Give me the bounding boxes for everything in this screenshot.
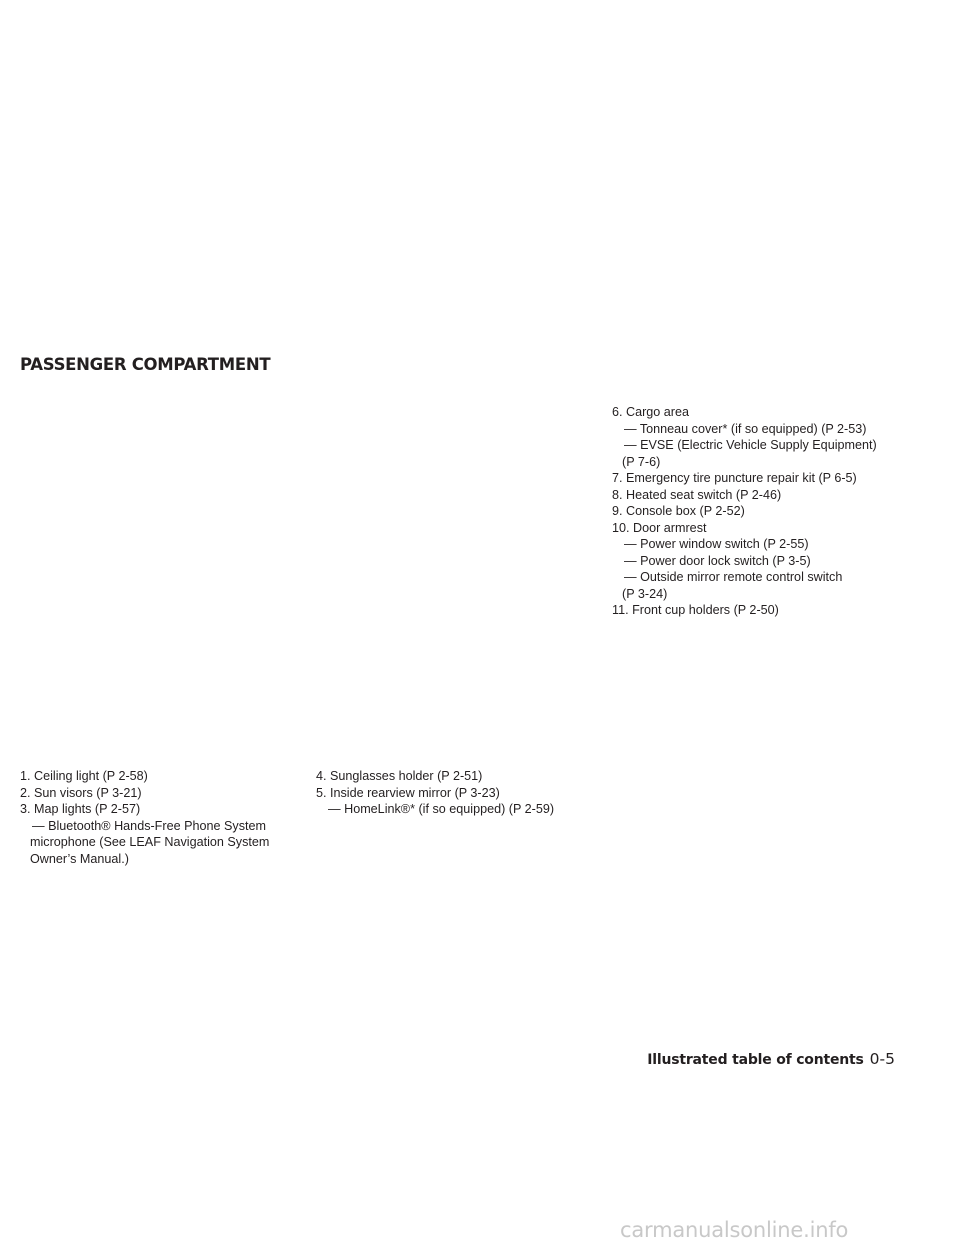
section-heading: PASSENGER COMPARTMENT [20, 355, 271, 374]
footer-title: Illustrated table of contents [647, 1052, 864, 1068]
page-number: 0-5 [869, 1050, 895, 1068]
list-item: 10. Door armrest [612, 520, 707, 535]
list-item: 9. Console box (P 2-52) [612, 504, 745, 518]
list-item: 2. Sun visors (P 3-21) [20, 785, 142, 800]
list-item: microphone (See LEAF Navigation System [30, 835, 270, 849]
list-item: 4. Sunglasses holder (P 2-51) [316, 769, 483, 783]
watermark: carmanualsonline.info [620, 1218, 849, 1242]
list-item: — Bluetooth® Hands-Free Phone System [32, 818, 266, 833]
list-item: — Outside mirror remote control switch [624, 570, 843, 584]
list-column-right [612, 404, 877, 619]
list-item: 7. Emergency tire puncture repair kit (P 6-5) [612, 471, 857, 485]
list-item: Owner’s Manual.) [30, 851, 129, 866]
list-item: 1. Ceiling light (P 2-58) [20, 769, 148, 783]
list-item: — EVSE (Electric Vehicle Supply Equipment) [624, 438, 877, 452]
list-item: — Power window switch (P 2-55) [624, 537, 809, 551]
list-item: 6. Cargo area [612, 405, 690, 419]
list-item: (P 3-24) [622, 586, 668, 601]
list-column-left [20, 768, 269, 867]
page-footer [617, 1049, 895, 1068]
list-item: — HomeLink®* (if so equipped) (P 2-59) [328, 802, 555, 816]
list-item: — Tonneau cover* (if so equipped) (P 2-53) [624, 421, 867, 436]
list-item: 11. Front cup holders (P 2-50) [612, 603, 779, 617]
list-item: — Power door lock switch (P 3-5) [624, 553, 811, 568]
list-item: 8. Heated seat switch (P 2-46) [612, 487, 782, 502]
list-column-middle [316, 768, 554, 818]
list-item: 3. Map lights (P 2-57) [20, 802, 141, 816]
list-item: (P 7-6) [622, 454, 661, 469]
list-item: 5. Inside rearview mirror (P 3-23) [316, 785, 500, 800]
